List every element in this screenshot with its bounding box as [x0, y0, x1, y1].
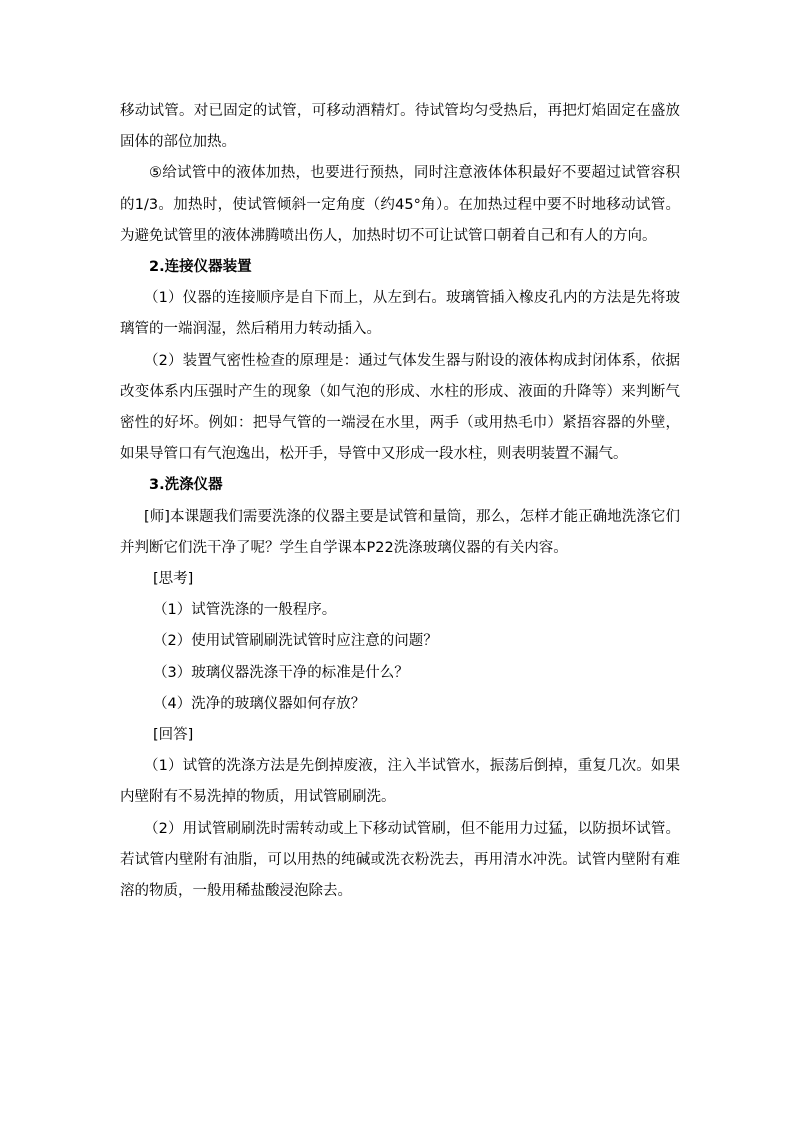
answer-item: （2）用试管刷刷洗时需转动或上下移动试管刷，但不能用力过猛，以防损坏试管。若试管内壁附有油脂，可以用热的纯碱或洗衣粉洗去，再用清水冲洗。试管内壁附有难溶的物质，一般用稀盐酸浸泡除去。 — [120, 820, 680, 900]
section-heading-2: 2.连接仪器装置 — [149, 259, 252, 276]
paragraph-teacher-intro: [师]本课题我们需要洗涤的仪器主要是试管和量筒，那么，怎样才能正确地洗涤它们并判断它们洗干净了呢？学生自学课本P22洗涤玻璃仪器的有关内容。 — [120, 508, 680, 556]
think-label: [思考] — [153, 571, 194, 588]
paragraph-continuation: 移动试管。对已固定的试管，可移动酒精灯。待试管均匀受热后，再把灯焰固定在盛放固体的部位加热。 — [120, 103, 680, 151]
answer-item: （1）试管的洗涤方法是先倒掉废液，注入半试管水，振荡后倒掉，重复几次。如果内壁附有不易洗掉的物质，用试管刷刷洗。 — [120, 758, 680, 806]
question-item: （3）玻璃仪器洗涤干净的标准是什么？ — [153, 664, 409, 681]
question-item: （4）洗净的玻璃仪器如何存放？ — [153, 695, 366, 712]
paragraph-connect-1: （1）仪器的连接顺序是自下而上，从左到右。玻璃管插入橡皮孔内的方法是先将玻璃管的一端润湿，然后稍用力转动插入。 — [120, 290, 680, 338]
question-item: （1）试管洗涤的一般程序。 — [153, 602, 337, 619]
document-body — [120, 96, 680, 907]
answer-label: [回答] — [153, 727, 194, 744]
paragraph-connect-2: （2）装置气密性检查的原理是：通过气体发生器与附设的液体构成封闭体系，依据改变体系内压强时产生的现象（如气泡的形成、水柱的形成、液面的升降等）来判断气密性的好坏。例如：把导气管的一端浸在水里，两手（或用热毛巾）紧捂容器的外壁，如果导管口有气泡逸出，松开手，导管中又形成一段水柱，则表明装置不漏气。 — [120, 352, 680, 463]
paragraph-item-5: ⑤给试管中的液体加热，也要进行预热，同时注意液体体积最好不要超过试管容积的1/3。加热时，使试管倾斜一定角度（约45°角）。在加热过程中要不时地移动试管。为避免试管里的液体沸腾喷出伤人，加热时切不可让试管口朝着自己和有人的方向。 — [120, 165, 680, 244]
section-heading-3: 3.洗涤仪器 — [149, 477, 223, 494]
question-item: （2）使用试管刷刷洗试管时应注意的问题？ — [153, 633, 438, 650]
